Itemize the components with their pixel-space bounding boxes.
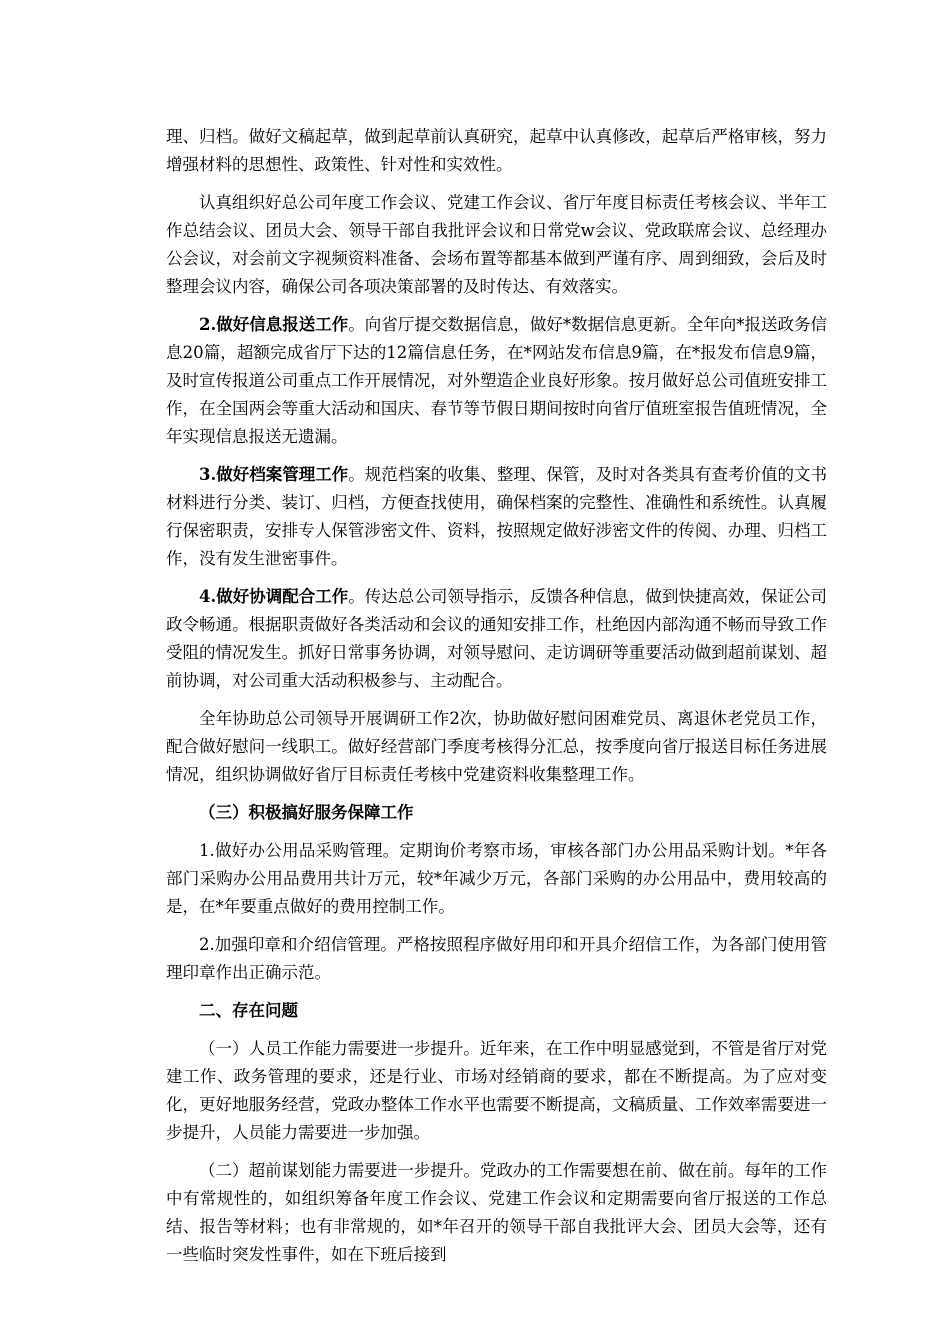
paragraph-continuation: 理、归档。做好文稿起草，做到起草前认真研究，起草中认真修改，起草后严格审核，努力增强材料的思想性、政策性、针对性和实效性。 xyxy=(166,127,827,174)
paragraph-office-supplies: 1.做好办公用品采购管理。定期询价考察市场，审核各部门办公用品采购计划。*年各部门采购办公用品费用共计万元，较*年减少万元，各部门采购的办公用品中，费用较高的是，在*年要重点做好的费用控制工作。 xyxy=(166,841,827,916)
item-heading-coordination: 4.做好协调配合工作 xyxy=(199,587,349,606)
paragraph-staff-capability: （一）人员工作能力需要进一步提升。近年来，在工作中明显感觉到，不管是省厅对党建工作、政务管理的要求，还是行业、市场对经销商的要求，都在不断提高。为了应对变化，更好地服务经营，党政办整体工作水平也需要不断提高，文稿质量、工作效率需要进一步提升，人员能力需要进一步加强。 xyxy=(166,1039,827,1142)
item-heading-archive-management: 3.做好档案管理工作 xyxy=(199,465,349,484)
paragraph-research-assistance: 全年协助总公司领导开展调研工作2次，协助做好慰问困难党员、离退休老党员工作，配合做好慰问一线职工。做好经营部门季度考核得分汇总，按季度向省厅报送目标任务进展情况，组织协调做好省厅目标责任考核中党建资料收集整理工作。 xyxy=(166,709,827,784)
paragraph-coordination xyxy=(166,583,827,695)
paragraph-planning-capability: （二）超前谋划能力需要进一步提升。党政办的工作需要想在前、做在前。每年的工作中有常规性的，如组织筹备年度工作会议、党建工作会议和定期需要向省厅报送的工作总结、报告等材料；也有非常规的，如*年召开的领导干部自我批评大会、团员大会等，还有一些临时突发性事件，如在下班后接到 xyxy=(166,1161,827,1264)
paragraph-information-reporting xyxy=(166,311,827,451)
item-body-information-reporting: 。向省厅提交数据信息，做好*数据信息更新。全年向*报送政务信息20篇，超额完成省厅下达的12篇信息任务，在*网站发布信息9篇，在*报发布信息9篇，及时宣传报道公司重点工作开展情况，对外塑造企业良好形象。按月做好总公司值班安排工作，在全国两会等重大活动和国庆、春节等节假日期间按时向省厅值班室报告值班情况，全年实现信息报送无遗漏。 xyxy=(166,315,827,446)
paragraph-archive-management xyxy=(166,461,827,573)
section-heading-service-support: （三）积极搞好服务保障工作 xyxy=(199,803,414,822)
paragraph-seal-management: 2.加强印章和介绍信管理。严格按照程序做好用印和开具介绍信工作，为各部门使用管理印章作出正确示范。 xyxy=(166,935,827,982)
item-body-archive-management: 。规范档案的收集、整理、保管，及时对各类具有查考价值的文书材料进行分类、装订、归档，方便查找使用，确保档案的完整性、准确性和系统性。认真履行保密职责，安排专人保管涉密文件、资料，按照规定做好涉密文件的传阅、办理、归档工作，没有发生泄密事件。 xyxy=(166,465,827,568)
section-heading-problems: 二、存在问题 xyxy=(199,1001,298,1020)
item-heading-information-reporting: 2.做好信息报送工作 xyxy=(199,315,349,334)
paragraph-meetings: 认真组织好总公司年度工作会议、党建工作会议、省厅年度目标责任考核会议、半年工作总结会议、团员大会、领导干部自我批评会议和日常党w会议、党政联席会议、总经理办公会议，对会前文字视频资料准备、会场布置等都基本做到严谨有序、周到细致，会后及时整理会议内容，确保公司各项决策部署的及时传达、有效落实。 xyxy=(166,193,827,296)
item-body-coordination: 。传达总公司领导指示，反馈各种信息，做到快捷高效，保证公司政令畅通。根据职责做好各类活动和会议的通知安排工作，杜绝因内部沟通不畅而导致工作受阻的情况发生。抓好日常事务协调，对领导慰问、走访调研等重要活动做到超前谋划、超前协调，对公司重大活动积极参与、主动配合。 xyxy=(166,587,827,690)
